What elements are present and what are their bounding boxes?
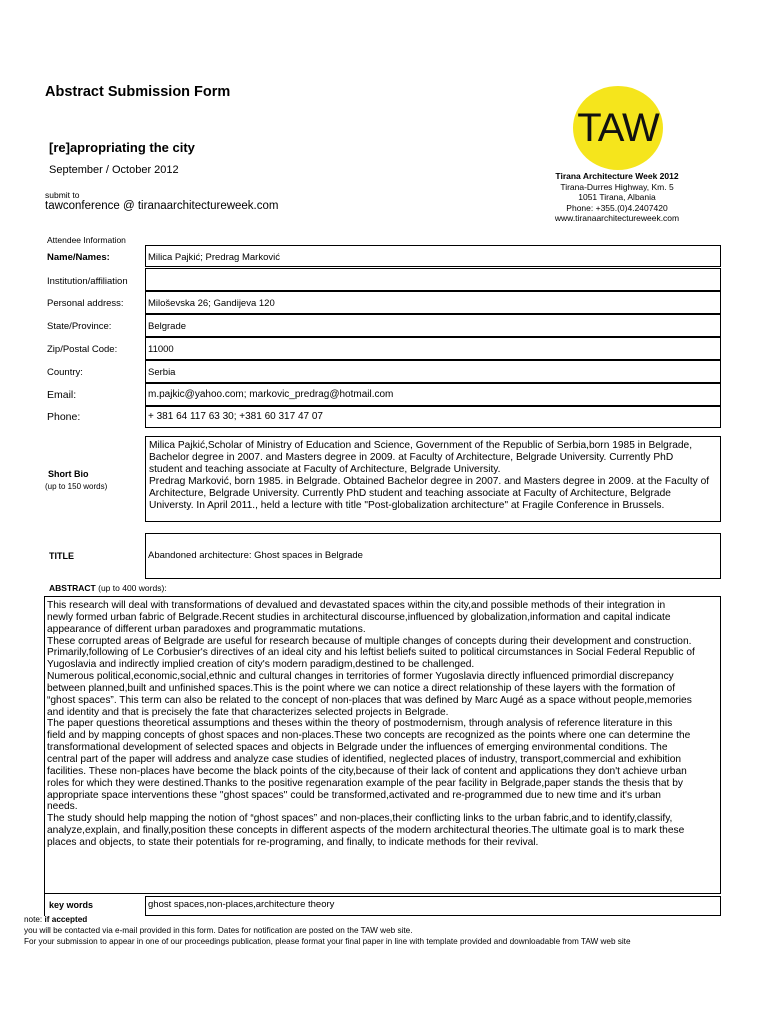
abstract-line: “ghost spaces”. This term can also be related to the concept of non-places that was defined by Marc Augé as a space without people,memories bbox=[47, 694, 692, 706]
bio-line: Predrag Marković, born 1985. in Belgrade. Obtained Bachelor degree in 2007. and Masters degree in 2009. at the Faculty of bbox=[149, 475, 710, 487]
organization-info bbox=[500, 171, 734, 224]
title-label: TITLE bbox=[49, 551, 74, 561]
note-prefix: note: bbox=[24, 915, 45, 924]
bio-line: Bachelor degree in 2007. and Masters degree in 2009. at Faculty of Architecture, Belgrade University. Currently PhD bbox=[149, 451, 674, 463]
bio-line: Milica Pajkić,Scholar of Ministry of Education and Science, Government of the Republic of Serbia,born 1985 in Belgrade, bbox=[149, 440, 693, 451]
short-bio-label: Short Bio bbox=[48, 469, 89, 479]
abstract-label: ABSTRACT bbox=[49, 583, 96, 593]
abstract-line: appearance of different urban paradoxes and programmatic mutations. bbox=[47, 623, 366, 635]
phone-value: + 381 64 117 63 30; +381 60 317 47 07 bbox=[148, 411, 323, 422]
abstract-line: The study should help mapping the notion of “ghost spaces” and non-places,their conflicting links to the urban fabric,and to identify,classify, bbox=[47, 813, 673, 825]
institution-label: Institution/affiliation bbox=[47, 276, 128, 287]
country-field[interactable] bbox=[145, 360, 721, 383]
taw-logo bbox=[573, 86, 663, 170]
bio-line: student and teaching associate at Faculty of Architecture, Belgrade University. bbox=[149, 463, 501, 475]
abstract-line: transformational development of selected spaces and objects in Belgrade under the influences of emerging environmental conditions. The bbox=[47, 742, 668, 754]
abstract-line: appropriate space interventions these ''ghost spaces'' could be transformed,activated and re-programmed due to new time and it's urban bbox=[47, 789, 661, 801]
note-line-3: For your submission to appear in one of our proceedings publication, please format your final paper in line with template provided and downloadable from TAW web site bbox=[24, 937, 631, 946]
abstract-line: These corrupted areas of Belgrade are useful for research because of multiple changes of concepts during their development and construction. bbox=[47, 635, 692, 647]
organization-website: www.tiranaarchitectureweek.com bbox=[554, 213, 680, 223]
footer-notes bbox=[24, 914, 631, 947]
phone-label: Phone: bbox=[47, 411, 81, 423]
country-label: Country: bbox=[47, 367, 83, 378]
form-title: Abstract Submission Form bbox=[45, 84, 231, 100]
email-label: Email: bbox=[47, 389, 77, 401]
abstract-line: roles for which they were destined.Thanks to the positive regenaration example of the pear facility in Belgrade,paper stands the thesis that by bbox=[47, 777, 683, 789]
short-bio-field[interactable] bbox=[145, 436, 721, 522]
keywords-label: key words bbox=[49, 900, 94, 910]
submission-email: tawconference @ tiranaarchitectureweek.com bbox=[45, 200, 279, 212]
abstract-line: The paper questions theoretical assumptions and theses within the theory of postmodernism, through analysis of reference literature in this bbox=[47, 718, 673, 730]
zip-field[interactable] bbox=[145, 337, 721, 360]
abstract-line: needs. bbox=[47, 801, 78, 813]
title-value: Abandoned architecture: Ghost spaces in Belgrade bbox=[148, 550, 363, 561]
attendee-section-label: Attendee Information bbox=[47, 235, 126, 245]
short-bio-sublabel: (up to 150 words) bbox=[45, 482, 108, 491]
organization-address1: Tirana-Durres Highway, Km. 5 bbox=[560, 181, 674, 192]
country-value: Serbia bbox=[148, 367, 176, 378]
note-if-accepted: if accepted bbox=[44, 915, 88, 924]
abstract-line: facilities. These non-places have become the black points of the city,because of their lack of content and applications they don't achieve urban bbox=[47, 765, 687, 777]
abstract-line: and identity and that is precisely the fate that characterizes selected projects in Belgrade. bbox=[47, 706, 449, 718]
conference-subtitle: [re]apropriating the city bbox=[49, 140, 195, 155]
abstract-label-row bbox=[49, 583, 167, 593]
zip-label: Zip/Postal Code: bbox=[47, 344, 118, 355]
abstract-line: analyze,explain, and finally,position these concepts in different aspects of the modern architectural theories.The ultimate goal is to mark these bbox=[47, 825, 685, 837]
note-line-2: you will be contacted via e-mail provided in this form. Dates for notification are posted on the TAW web site. bbox=[24, 926, 413, 935]
organization-name: Tirana Architecture Week 2012 bbox=[555, 171, 679, 181]
organization-phone: Phone: +355.(0)4.2407420 bbox=[566, 202, 668, 213]
state-field[interactable] bbox=[145, 314, 721, 337]
logo-text: TAW bbox=[577, 106, 659, 150]
abstract-line: field and by mapping concepts of ghost spaces and non-places.These two concepts are recognized as the points where one can determine the bbox=[47, 730, 691, 742]
abstract-line: This research will deal with transformations of devalued and devastated spaces within the city,and possible methods of their integration in bbox=[47, 600, 666, 611]
conference-date: September / October 2012 bbox=[49, 164, 179, 176]
note-line-1 bbox=[24, 914, 631, 925]
abstract-line: newly formed urban fabric of Belgrade.Recent studies in architectural discourse,influenced by globalization,information and capital indicate bbox=[47, 611, 671, 623]
abstract-line: Numerous political,economic,social,ethnic and cultural changes in territories of former Yugoslavia directly influenced primordial discrepancy bbox=[47, 671, 674, 683]
abstract-line: central part of the paper will address and analyze case studies of identified, neglected places of industry, transport,commercial and exhibition bbox=[47, 753, 682, 765]
zip-value: 11000 bbox=[148, 344, 174, 355]
submit-to-label: submit to bbox=[45, 190, 80, 200]
abstract-field[interactable] bbox=[44, 596, 721, 894]
abstract-sublabel: (up to 400 words): bbox=[98, 583, 167, 593]
bio-line: Universty. In April 2011., held a lecture with title "Post-globalization architecture" at Fragile Conference in Brussels. bbox=[149, 499, 665, 511]
abstract-line: places and objects, to state their potentials for re-programing, and finally, to indicate methods for their revival. bbox=[47, 836, 539, 848]
organization-address2: 1051 Tirana, Albania bbox=[578, 192, 656, 202]
keywords-divider bbox=[44, 894, 45, 916]
state-value: Belgrade bbox=[148, 321, 187, 332]
state-label: State/Province: bbox=[47, 321, 112, 332]
address-value: Miloševska 26; Gandijeva 120 bbox=[148, 298, 275, 309]
abstract-line: Primarily,following of Le Corbusier's directives of an ideal city and his leftist beliefs suited to political circumstances in Social Federal Republic of bbox=[47, 647, 695, 659]
name-value: Milica Pajkić; Predrag Marković bbox=[148, 252, 280, 263]
email-value: m.pajkic@yahoo.com; markovic_predrag@hotmail.com bbox=[148, 389, 394, 400]
bio-line: Architecture, Belgrade University. Currently PhD student and teaching associate at Faculty of Architecture, Belgrade bbox=[149, 487, 671, 499]
abstract-line: between planned,built and unfinished spaces.This is the point where we can notice a direct relationship of these layers with the formation of bbox=[47, 682, 676, 694]
institution-field[interactable] bbox=[145, 268, 721, 291]
keywords-value: ghost spaces,non-places,architecture theory bbox=[148, 899, 335, 910]
name-label: Name/Names: bbox=[47, 252, 110, 263]
abstract-line: Yugoslavia and indirectly implied creation of city's modern paradigm,destined to be challenged. bbox=[47, 659, 475, 671]
address-label: Personal address: bbox=[47, 298, 124, 309]
